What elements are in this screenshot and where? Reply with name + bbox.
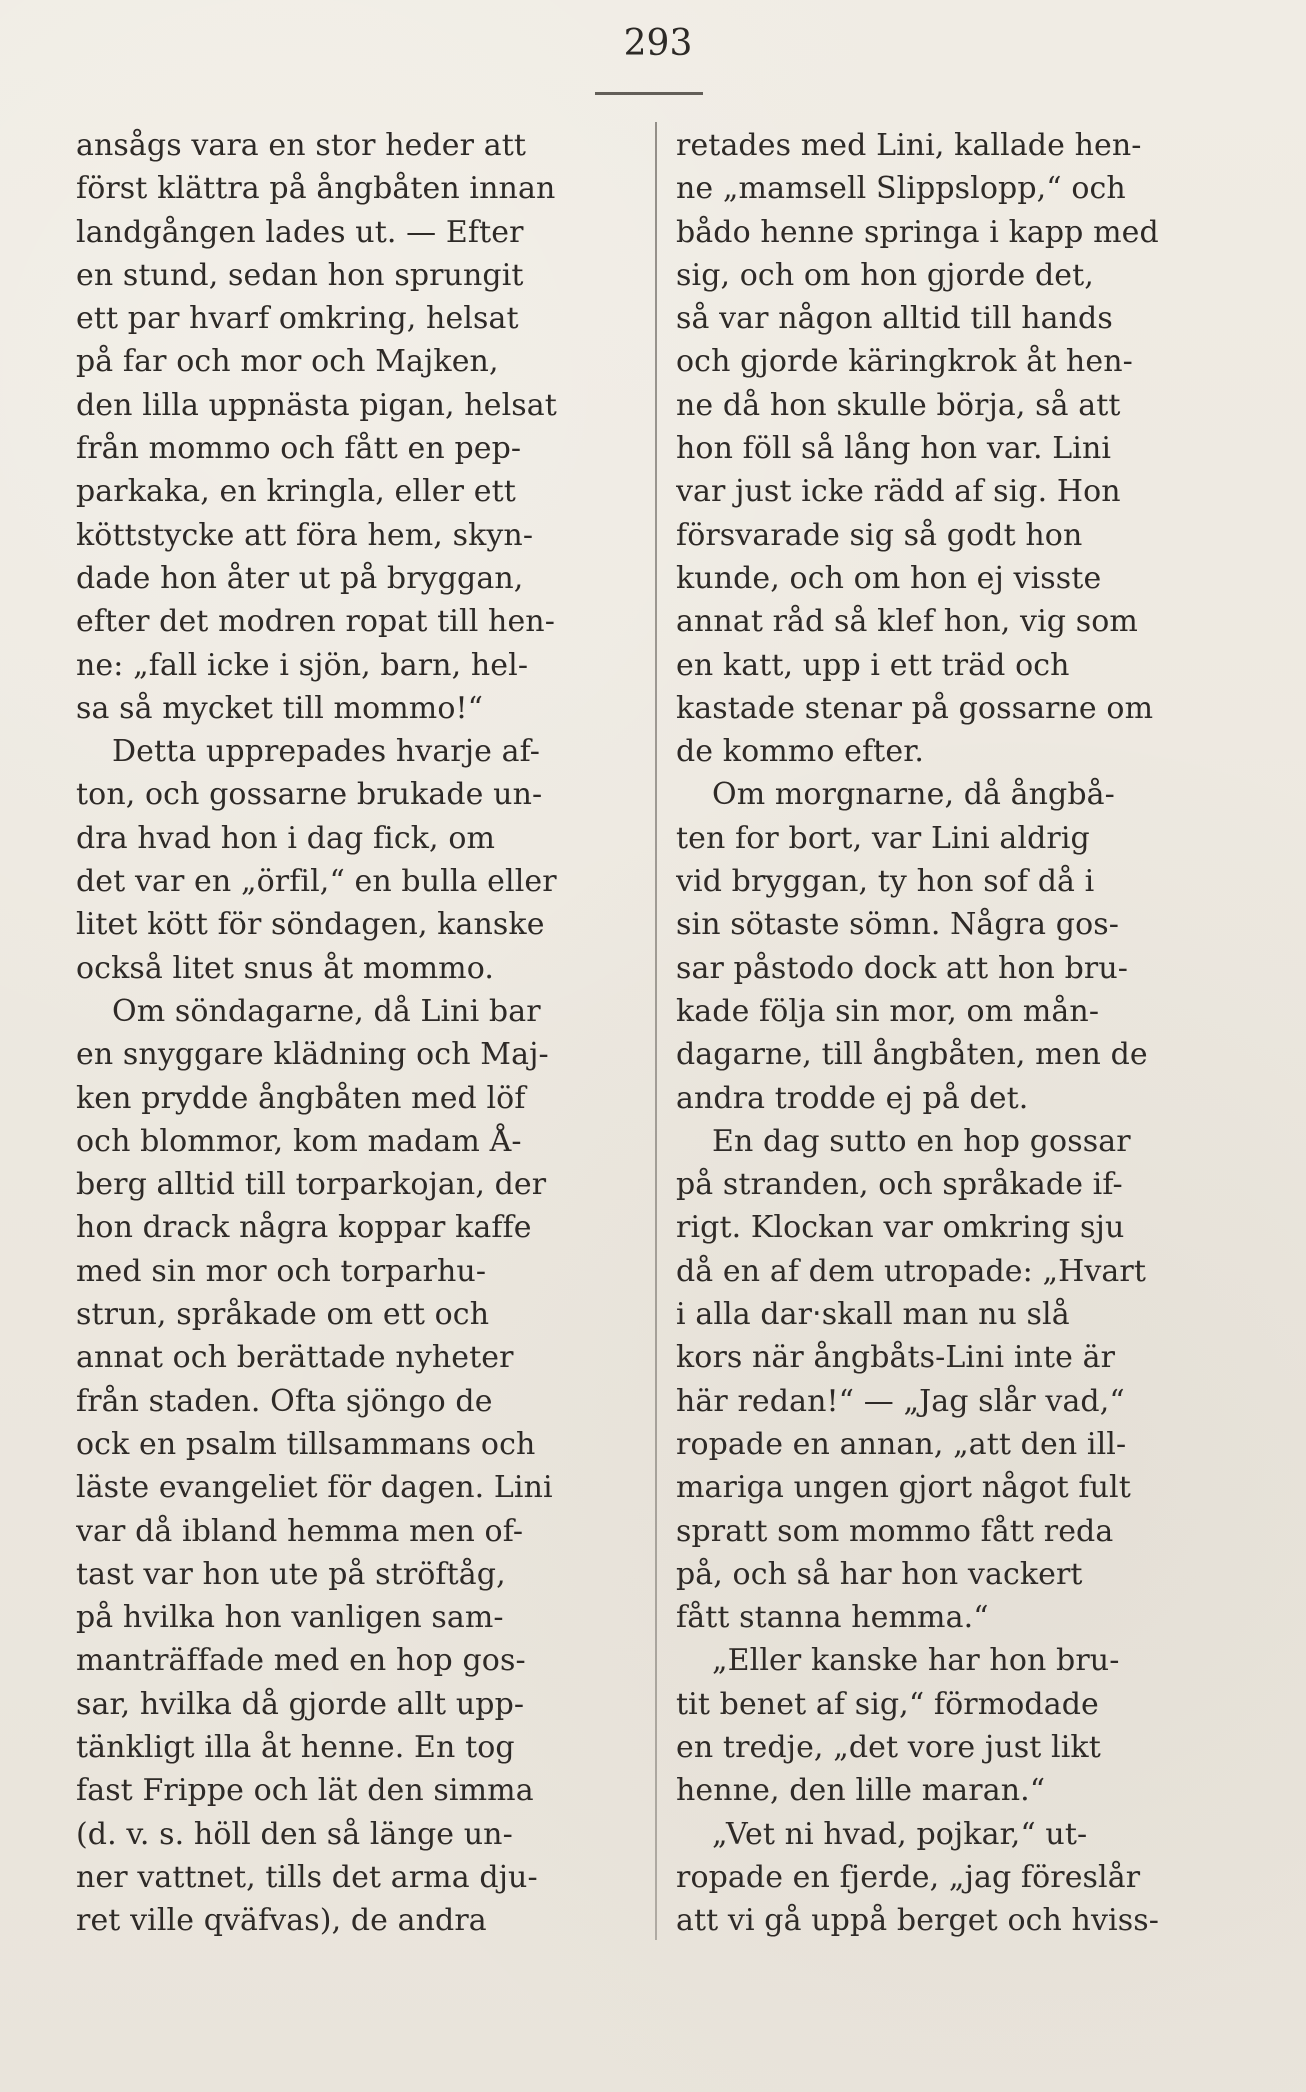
text-line: sar, hvilka då gjorde allt upp- xyxy=(76,1686,525,1722)
text-line: då en af dem utropade: „Hvart xyxy=(676,1253,1147,1289)
text-line: och blommor, kom madam Å- xyxy=(76,1123,522,1159)
text-line: ton, och gossarne brukade un- xyxy=(76,777,543,813)
text-line: och gjorde käringkrok åt hen- xyxy=(676,344,1133,380)
text-line: med sin mor och torparhu- xyxy=(76,1253,487,1289)
text-line: hon föll så lång hon var. Lini xyxy=(676,431,1112,467)
text-line: tit benet af sig,“ förmodade xyxy=(676,1686,1099,1722)
text-line: dade hon åter ut på bryggan, xyxy=(76,560,524,596)
text-line: ken prydde ångbåten med löf xyxy=(76,1080,526,1116)
text-line: ne: „fall icke i sjön, barn, hel- xyxy=(76,647,529,683)
text-line: retades med Lini, kallade hen- xyxy=(676,128,1142,163)
text-line: sar påstodo dock att hon bru- xyxy=(676,950,1129,986)
text-line: på, och så har hon vackert xyxy=(676,1556,1083,1592)
text-line: parkaka, en kringla, eller ett xyxy=(76,474,516,510)
text-line: annat råd så klef hon, vig som xyxy=(676,604,1138,640)
text-line: på far och mor och Majken, xyxy=(76,344,499,380)
text-line: Om söndagarne, då Lini bar xyxy=(112,993,541,1029)
text-line: ropade en fjerde, „jag föreslår xyxy=(676,1859,1141,1895)
page-number-rule xyxy=(595,92,703,95)
text-line: landgången lades ut. — Efter xyxy=(76,214,524,250)
text-line: berg alltid till torparkojan, der xyxy=(76,1167,547,1203)
text-line: dagarne, till ångbåten, men de xyxy=(676,1037,1148,1073)
text-line: först klättra på ångbåten innan xyxy=(76,171,556,207)
text-line: spratt som mommo fått reda xyxy=(676,1513,1114,1549)
text-line: strun, språkade om ett och xyxy=(76,1297,490,1333)
text-line: köttstycke att föra hem, skyn- xyxy=(76,517,534,553)
text-line: ret ville qväfvas), de andra xyxy=(76,1903,487,1939)
text-line: sig, och om hon gjorde det, xyxy=(676,257,1094,293)
text-line: (d. v. s. höll den så länge un- xyxy=(76,1816,513,1852)
text-line: rigt. Klockan var omkring sju xyxy=(676,1210,1125,1246)
text-line: hon drack några koppar kaffe xyxy=(76,1210,532,1246)
text-line: ne då hon skulle börja, så att xyxy=(676,387,1121,423)
text-line: kastade stenar på gossarne om xyxy=(676,690,1154,726)
text-line: vid bryggan, ty hon sof då i xyxy=(676,864,1095,900)
column-divider xyxy=(655,122,657,1940)
text-line: läste evangeliet för dagen. Lini xyxy=(76,1470,553,1506)
text-line: ansågs vara en stor heder att xyxy=(76,128,527,163)
text-line: annat och berättade nyheter xyxy=(76,1340,514,1376)
text-line: det var en „örfil,“ en bulla eller xyxy=(76,864,557,900)
text-line: sa så mycket till mommo!“ xyxy=(76,690,484,726)
text-line: de kommo efter. xyxy=(676,734,924,770)
text-line: ock en psalm tillsammans och xyxy=(76,1426,536,1462)
text-line: efter det modren ropat till hen- xyxy=(76,604,555,640)
text-line: tast var hon ute på ströftåg, xyxy=(76,1556,506,1592)
text-line: sin sötaste sömn. Några gos- xyxy=(676,907,1119,943)
text-line: på stranden, och språkade if- xyxy=(676,1167,1123,1203)
text-line: henne, den lille maran.“ xyxy=(676,1773,1046,1809)
text-line: mariga ungen gjort något fult xyxy=(676,1470,1131,1506)
text-line: ett par hvarf omkring, helsat xyxy=(76,301,519,337)
text-line: Om morgnarne, då ångbå- xyxy=(712,777,1115,813)
left-text-column xyxy=(76,124,651,1944)
text-line: bådo henne springa i kapp med xyxy=(676,214,1159,250)
text-line: kors när ångbåts-Lini inte är xyxy=(676,1340,1116,1376)
text-line: så var någon alltid till hands xyxy=(676,301,1113,337)
text-line: försvarade sig så godt hon xyxy=(676,517,1083,553)
text-line: en snyggare klädning och Maj- xyxy=(76,1037,549,1073)
text-line: fått stanna hemma.“ xyxy=(676,1600,989,1636)
text-line: ten for bort, var Lini aldrig xyxy=(676,820,1090,856)
text-line: kunde, och om hon ej visste xyxy=(676,560,1102,596)
text-line: fast Frippe och lät den simma xyxy=(76,1773,534,1809)
text-line: andra trodde ej på det. xyxy=(676,1080,1029,1116)
text-line: också litet snus åt mommo. xyxy=(76,950,494,986)
text-line: den lilla uppnästa pigan, helsat xyxy=(76,387,557,423)
text-line: „Eller kanske har hon bru- xyxy=(712,1643,1120,1679)
text-line: en tredje, „det vore just likt xyxy=(676,1729,1101,1765)
text-line: ne „mamsell Slippslopp,“ och xyxy=(676,171,1126,207)
text-line: en stund, sedan hon sprungit xyxy=(76,257,524,293)
text-line: på hvilka hon vanligen sam- xyxy=(76,1600,504,1636)
text-line: dra hvad hon i dag fick, om xyxy=(76,820,496,856)
text-line: manträffade med en hop gos- xyxy=(76,1643,526,1679)
page-number: 293 xyxy=(623,23,693,64)
text-line: „Vet ni hvad, pojkar,“ ut- xyxy=(712,1816,1088,1852)
text-line: En dag sutto en hop gossar xyxy=(712,1123,1131,1159)
text-line: från staden. Ofta sjöngo de xyxy=(76,1383,493,1419)
text-line: var då ibland hemma men of- xyxy=(76,1513,524,1549)
text-line: litet kött för söndagen, kanske xyxy=(76,907,545,943)
text-line: från mommo och fått en pep- xyxy=(76,431,522,467)
text-line: kade följa sin mor, om mån- xyxy=(676,993,1100,1029)
text-line: ropade en annan, „att den ill- xyxy=(676,1426,1127,1462)
right-text-column xyxy=(676,124,1234,1944)
text-line: Detta upprepades hvarje af- xyxy=(112,734,540,770)
text-line: en katt, upp i ett träd och xyxy=(676,647,1070,683)
text-line: tänkligt illa åt henne. En tog xyxy=(76,1729,515,1765)
text-line: ner vattnet, tills det arma dju- xyxy=(76,1859,538,1895)
text-line: var just icke rädd af sig. Hon xyxy=(676,474,1121,510)
text-line: i alla dar‧skall man nu slå xyxy=(676,1297,1070,1333)
text-line: att vi gå uppå berget och hviss- xyxy=(676,1903,1159,1939)
text-line: här redan!“ — „Jag slår vad,“ xyxy=(676,1383,1125,1419)
